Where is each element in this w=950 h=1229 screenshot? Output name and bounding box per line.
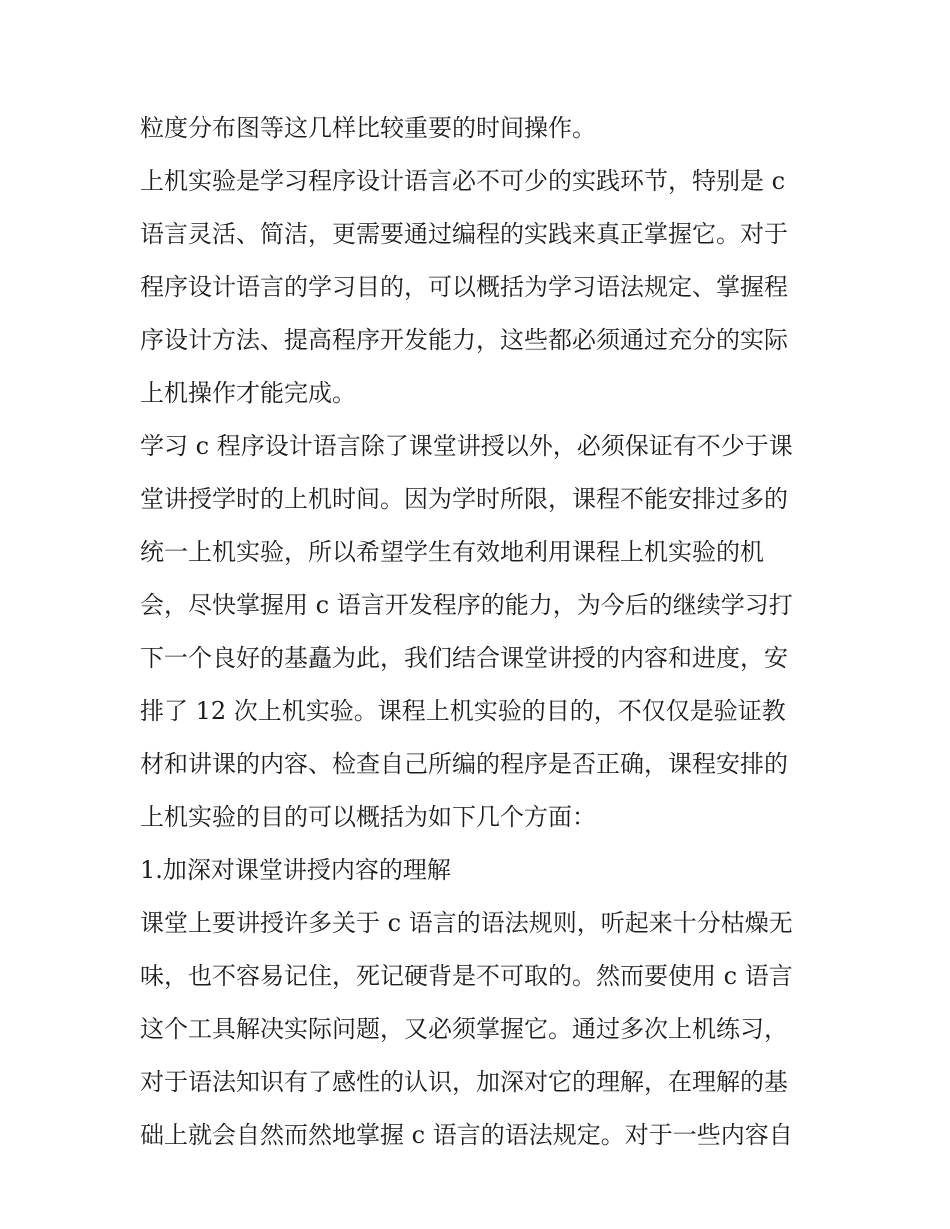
text-line-13: 材和讲课的内容、检查自己所编的程序是否正确，课程安排的 — [140, 750, 788, 778]
text-line-3: 语言灵活、简洁，更需要通过编程的实践来真正掌握它。对于 — [140, 220, 788, 248]
text-line-11: 下一个良好的基矗为此，我们结合课堂讲授的内容和进度，安 — [140, 644, 788, 672]
text-line-19: 对于语法知识有了感性的认识，加深对它的理解，在理解的基 — [140, 1068, 788, 1096]
text-line-14: 上机实验的目的可以概括为如下几个方面： — [140, 803, 596, 831]
text-line-20: 础上就会自然而然地掌握 c 语言的语法规定。对于一些内容自 — [140, 1121, 793, 1149]
text-line-17: 味，也不容易记住，死记硬背是不可取的。然而要使用 c 语言 — [140, 962, 793, 990]
text-line-16: 课堂上要讲授许多关于 c 语言的语法规则，听起来十分枯燥无 — [140, 909, 793, 937]
text-line-2: 上机实验是学习程序设计语言必不可少的实践环节，特别是 c — [140, 167, 786, 195]
text-line-9: 统一上机实验，所以希望学生有效地利用课程上机实验的机 — [140, 538, 764, 566]
text-line-12: 排了 12 次上机实验。课程上机实验的目的，不仅仅是验证教 — [140, 697, 786, 725]
text-line-7: 学习 c 程序设计语言除了课堂讲授以外，必须保证有不少于课 — [140, 432, 793, 460]
text-line-18: 这个工具解决实际问题，又必须掌握它。通过多次上机练习， — [140, 1015, 788, 1043]
text-line-4: 程序设计语言的学习目的，可以概括为学习语法规定、掌握程 — [140, 273, 788, 301]
text-line-6: 上机操作才能完成。 — [140, 379, 356, 407]
text-line-10: 会，尽快掌握用 c 语言开发程序的能力，为今后的继续学习打 — [140, 591, 793, 619]
text-line-8: 堂讲授学时的上机时间。因为学时所限，课程不能安排过多的 — [140, 485, 788, 513]
text-line-1: 粒度分布图等这几样比较重要的时间操作。 — [140, 114, 596, 142]
text-line-5: 序设计方法、提高程序开发能力，这些都必须通过充分的实际 — [140, 326, 788, 354]
section-heading: 1.加深对课堂讲授内容的理解 — [140, 856, 451, 884]
